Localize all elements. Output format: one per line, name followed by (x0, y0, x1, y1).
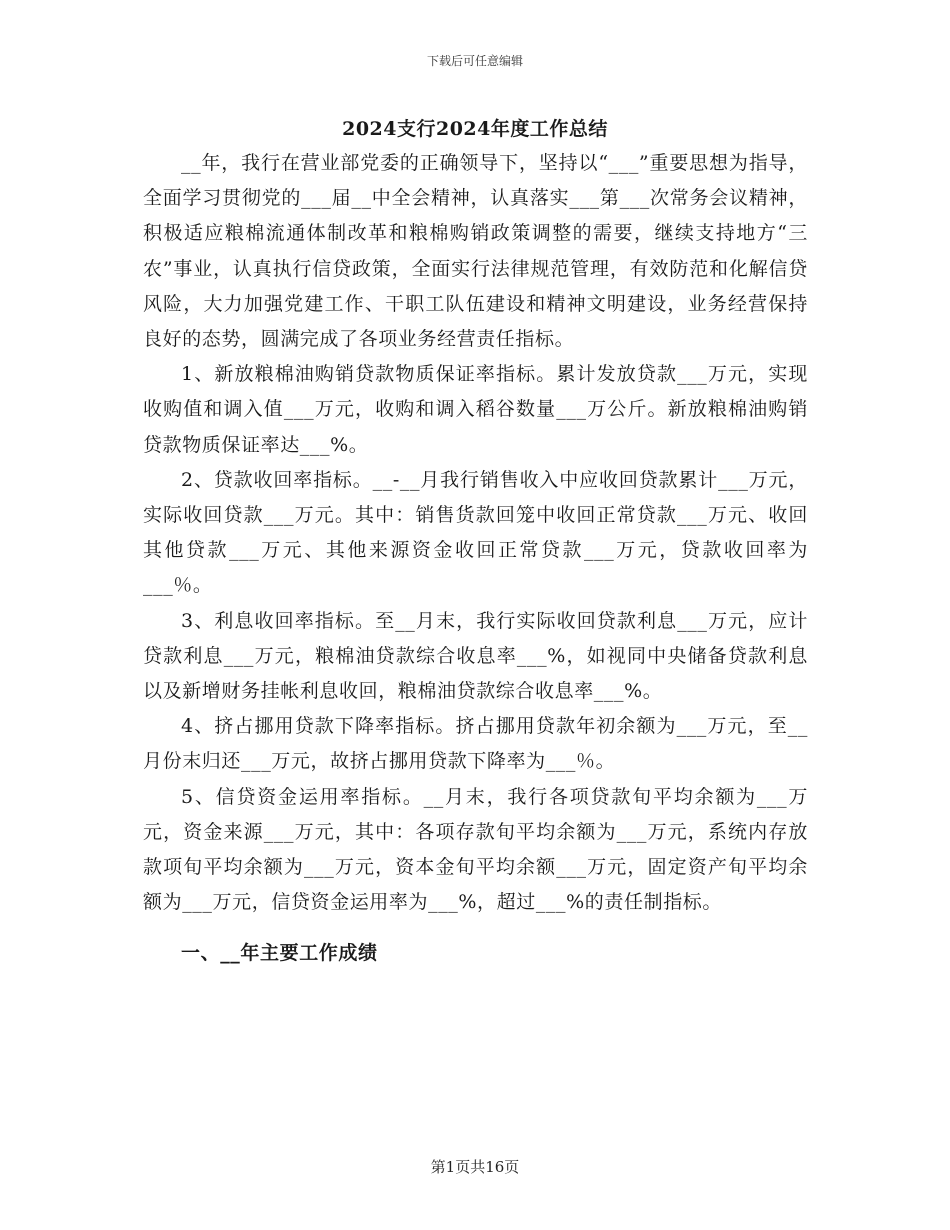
paragraph-indicator-1: 1、新放粮棉油购销贷款物质保证率指标。累计发放贷款___万元，实现收购值和调入值___万元，收购和调入稻谷数量___万公斤。新放粮棉油购销贷款物质保证率达___%。 (143, 363, 808, 456)
page-header-note: 下载后可任意编辑 (426, 54, 523, 68)
paragraph-indicator-4: 4、挤占挪用贷款下降率指标。挤占挪用贷款年初余额为___万元，至__月份末归还___万元，故挤占挪用贷款下降率为___％。 (143, 715, 808, 773)
section-heading: 一、__年主要工作成绩 (181, 942, 378, 965)
document-body (143, 146, 808, 971)
page-footer-number: 第1页共16页 (430, 1158, 520, 1176)
paragraph-indicator-3: 3、利息收回率指标。至__月末，我行实际收回贷款利息___万元，应计贷款利息___万元，粮棉油贷款综合收息率___%，如视同中央储备贷款利息以及新增财务挂帐利息收回，粮棉油贷款综合收息率___%。 (143, 609, 808, 703)
document-title: 2024支行2024年度工作总结 (342, 118, 608, 140)
paragraph-intro: __年，我行在营业部党委的正确领导下，坚持以“___”重要思想为指导，全面学习贯彻党的___届__中全会精神，认真落实___第___次常务会议精神，积极适应粮棉流通体制改革和粮棉购销政策调整的需要，继续支持地方“三农”事业，认真执行信贷政策，全面实行法律规范管理，有效防范和化解信贷风险，大力加强党建工作、干职工队伍建设和精神文明建设，业务经营保持良好的态势，圆满完成了各项业务经营责任指标。 (143, 152, 808, 351)
paragraph-indicator-2: 2、贷款收回率指标。__-__月我行销售收入中应收回贷款累计___万元，实际收回贷款___万元。其中：销售货款回笼中收回正常贷款___万元、收回其他贷款___万元、其他来源资金收回正常贷款___万元，贷款收回率为___％。 (143, 468, 808, 597)
paragraph-indicator-5: 5、信贷资金运用率指标。__月末，我行各项贷款旬平均余额为___万元，资金来源___万元，其中：各项存款旬平均余额为___万元，系统内存放款项旬平均余额为___万元，资本金旬平均余额___万元，固定资产旬平均余额为___万元，信贷资金运用率为___%，超过___%的责任制指标。 (143, 785, 808, 914)
